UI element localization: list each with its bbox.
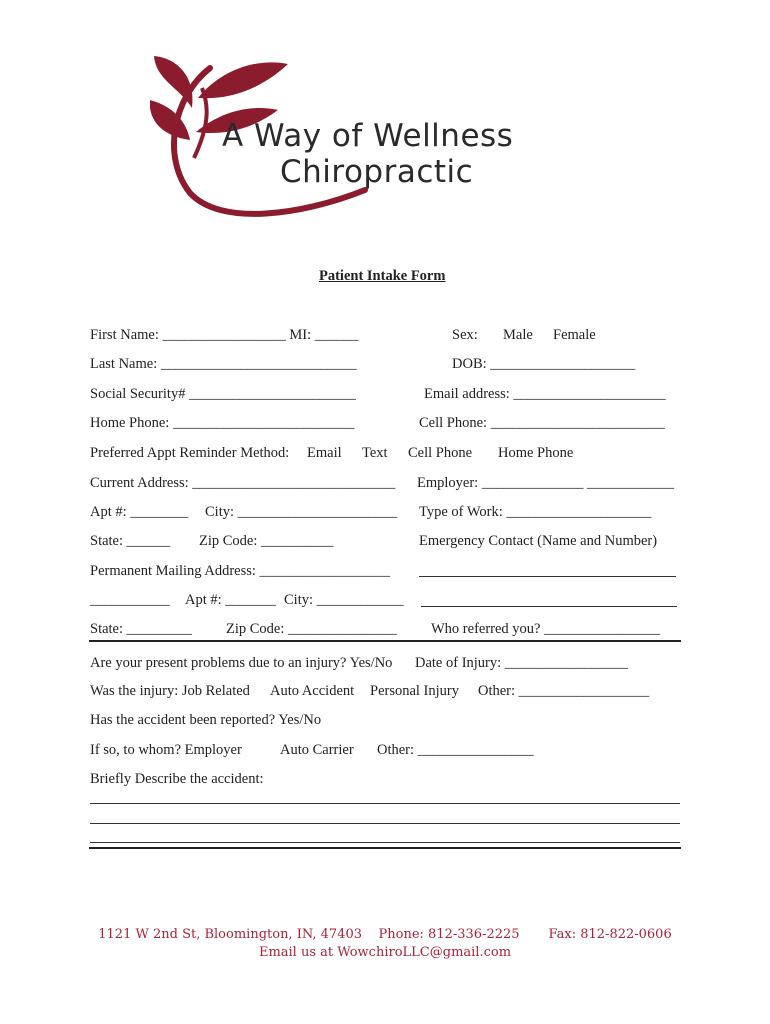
footer-phone: Phone: 812-336-2225 bbox=[378, 927, 520, 942]
date-of-injury-field[interactable]: Date of Injury: _________________ bbox=[415, 655, 629, 671]
describe-line-3[interactable] bbox=[90, 842, 680, 843]
mailing-apt-field[interactable]: Apt #: _______ bbox=[185, 592, 277, 608]
apt-field[interactable]: Apt #: ________ bbox=[90, 504, 189, 520]
logo-line-1: A Way of Wellness bbox=[222, 118, 514, 154]
email-field[interactable]: Email address: _____________________ bbox=[424, 386, 666, 402]
footer-contact-line bbox=[0, 926, 770, 944]
reminder-option-email[interactable]: Email bbox=[307, 445, 342, 461]
footer-address: 1121 W 2nd St, Bloomington, IN, 47403 bbox=[98, 927, 362, 942]
logo-line-2: Chiropractic bbox=[280, 154, 474, 190]
reported-question[interactable]: Has the accident been reported? Yes/No bbox=[90, 712, 322, 728]
state-field[interactable]: State: ______ bbox=[90, 533, 171, 549]
practice-logo bbox=[150, 48, 620, 228]
mailing-state-field[interactable]: State: _________ bbox=[90, 621, 192, 637]
sex-label: Sex: bbox=[452, 327, 478, 343]
city-field[interactable]: City: ______________________ bbox=[205, 504, 398, 520]
zip-field[interactable]: Zip Code: __________ bbox=[199, 533, 334, 549]
reminder-method-label: Preferred Appt Reminder Method: bbox=[90, 445, 290, 461]
form-title: Patient Intake Form bbox=[319, 268, 446, 284]
reminder-option-cell[interactable]: Cell Phone bbox=[408, 445, 473, 461]
mailing-city-field[interactable]: City: ____________ bbox=[284, 592, 404, 608]
bottom-divider bbox=[89, 847, 681, 849]
last-name-field[interactable]: Last Name: ___________________________ bbox=[90, 356, 357, 372]
footer-fax: Fax: 812-822-0606 bbox=[548, 927, 672, 942]
employer-field[interactable]: Employer: ______________ ____________ bbox=[417, 475, 674, 491]
cell-phone-field[interactable]: Cell Phone: ________________________ bbox=[419, 415, 665, 431]
type-of-work-field[interactable]: Type of Work: ____________________ bbox=[419, 504, 652, 520]
injury-other-field[interactable]: Other: __________________ bbox=[478, 683, 650, 699]
reported-to-auto[interactable]: Auto Carrier bbox=[280, 742, 354, 758]
mailing-zip-field[interactable]: Zip Code: _______________ bbox=[226, 621, 397, 637]
injury-type-label[interactable]: Was the injury: Job Related bbox=[90, 683, 250, 699]
injury-option-personal[interactable]: Personal Injury bbox=[370, 683, 459, 699]
reported-to-label[interactable]: If so, to whom? Employer bbox=[90, 742, 242, 758]
describe-line-1[interactable] bbox=[90, 803, 680, 804]
reminder-option-home[interactable]: Home Phone bbox=[498, 445, 574, 461]
mailing-street-blank[interactable]: ___________ bbox=[90, 592, 170, 608]
emergency-contact-line-1[interactable] bbox=[419, 576, 676, 577]
emergency-contact-label: Emergency Contact (Name and Number) bbox=[419, 533, 658, 549]
injury-option-auto[interactable]: Auto Accident bbox=[270, 683, 355, 699]
reminder-option-text[interactable]: Text bbox=[362, 445, 388, 461]
emergency-contact-line-2[interactable] bbox=[421, 606, 677, 607]
referred-by-field[interactable]: Who referred you? ________________ bbox=[431, 621, 661, 637]
sex-option-male[interactable]: Male bbox=[503, 327, 533, 343]
reported-to-other-field[interactable]: Other: ________________ bbox=[377, 742, 534, 758]
dob-field[interactable]: DOB: ____________________ bbox=[452, 356, 636, 372]
section-divider bbox=[89, 640, 681, 642]
sex-option-female[interactable]: Female bbox=[553, 327, 596, 343]
home-phone-field[interactable]: Home Phone: _________________________ bbox=[90, 415, 355, 431]
footer-email[interactable]: Email us at WowchiroLLC@gmail.com bbox=[258, 945, 512, 960]
describe-accident-label: Briefly Describe the accident: bbox=[90, 771, 264, 787]
current-address-field[interactable]: Current Address: ____________________________ bbox=[90, 475, 396, 491]
injury-question[interactable]: Are your present problems due to an injury? Yes/No bbox=[90, 655, 393, 671]
permanent-mailing-field[interactable]: Permanent Mailing Address: __________________ bbox=[90, 563, 391, 579]
first-name-field[interactable]: First Name: _________________ MI: ______ bbox=[90, 327, 359, 343]
ssn-field[interactable]: Social Security# _______________________ bbox=[90, 386, 356, 402]
describe-line-2[interactable] bbox=[90, 823, 680, 824]
